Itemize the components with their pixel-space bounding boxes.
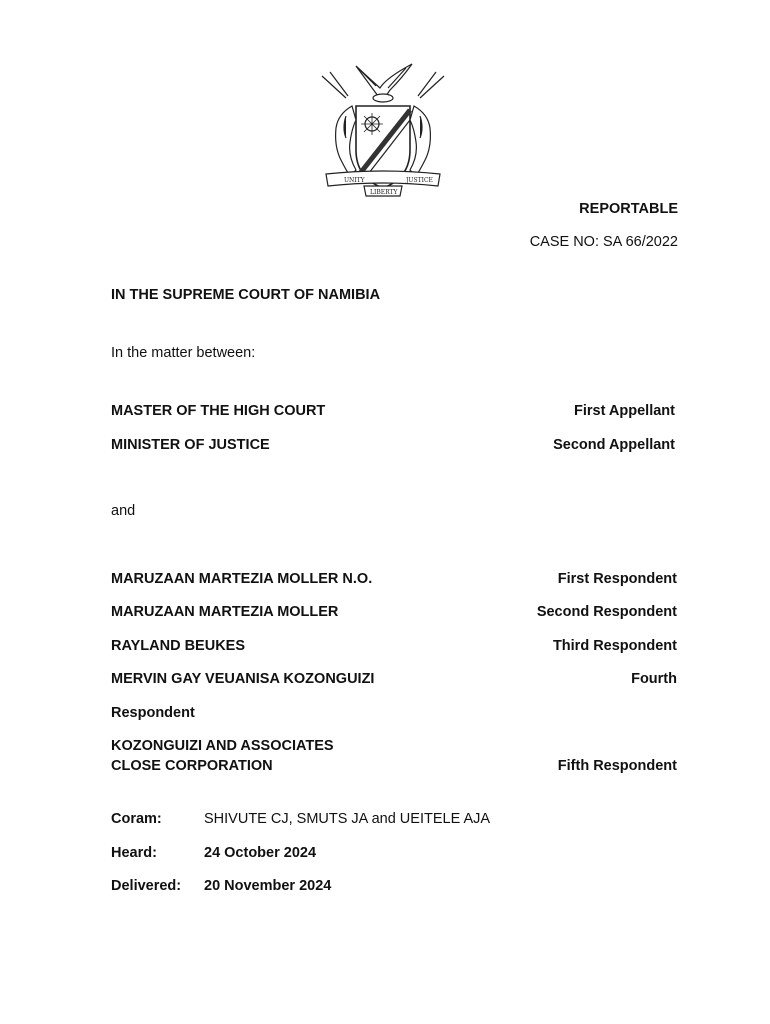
respondent-5-role: Fifth Respondent <box>557 758 677 774</box>
respondent-5-name-line2: CLOSE CORPORATION <box>111 758 273 774</box>
respondent-4-role-continued: Respondent <box>111 705 195 721</box>
and-separator: and <box>111 503 136 519</box>
respondent-4-role: Fourth <box>631 671 677 687</box>
matter-between: In the matter between: <box>111 345 256 361</box>
heard-date: 24 October 2024 <box>204 845 317 861</box>
respondent-1-role: First Respondent <box>557 571 677 587</box>
respondent-3-role: Third Respondent <box>552 638 677 654</box>
respondent-4-name: MERVIN GAY VEUANISA KOZONGUIZI <box>111 671 375 687</box>
motto-justice: JUSTICE <box>406 177 433 184</box>
coram-value: SHIVUTE CJ, SMUTS JA and UEITELE AJA <box>204 811 491 827</box>
coram-label: Coram: <box>111 811 162 827</box>
coat-of-arms-emblem <box>316 58 450 198</box>
appellant-1-role: First Appellant <box>574 403 675 419</box>
respondent-2-role: Second Respondent <box>536 604 677 620</box>
heard-label: Heard: <box>111 845 157 861</box>
respondent-5-name-line1: KOZONGUIZI AND ASSOCIATES <box>111 738 334 754</box>
delivered-date: 20 November 2024 <box>204 878 332 894</box>
respondent-3-name: RAYLAND BEUKES <box>111 638 246 654</box>
case-number: CASE NO: SA 66/2022 <box>529 234 678 250</box>
respondent-1-name: MARUZAAN MARTEZIA MOLLER N.O. <box>111 571 373 587</box>
appellant-2-name: MINISTER OF JUSTICE <box>111 437 270 453</box>
respondent-2-name: MARUZAAN MARTEZIA MOLLER <box>111 604 339 620</box>
appellant-2-role: Second Appellant <box>553 437 675 453</box>
appellant-1-name: MASTER OF THE HIGH COURT <box>111 403 326 419</box>
court-title: IN THE SUPREME COURT OF NAMIBIA <box>111 287 381 303</box>
reportable-label: REPORTABLE <box>579 201 678 217</box>
delivered-label: Delivered: <box>111 878 182 894</box>
motto-unity: UNITY <box>344 177 365 184</box>
motto-liberty: LIBERTY <box>370 189 398 196</box>
